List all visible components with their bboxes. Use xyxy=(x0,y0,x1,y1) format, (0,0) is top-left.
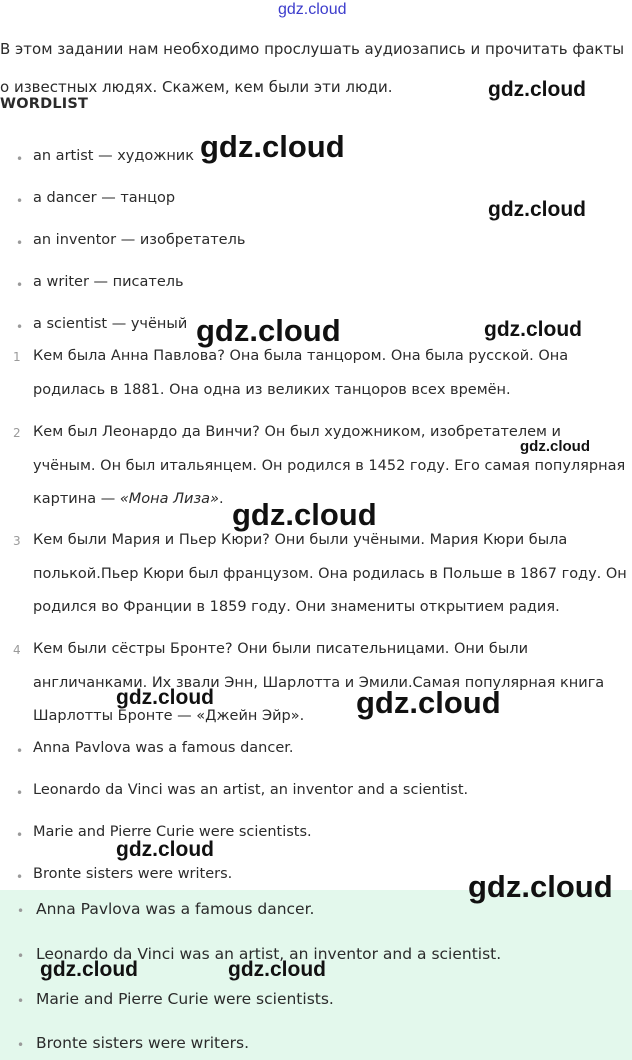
watermark: gdz.cloud xyxy=(40,958,138,981)
painting-title: «Мона Лиза» xyxy=(119,491,219,507)
item-number: 1 xyxy=(13,350,21,364)
wordlist-item: an inventor — изобретатель xyxy=(33,232,246,248)
watermark: gdz.cloud xyxy=(228,958,326,981)
bullet-icon: • xyxy=(16,320,24,334)
bullet-icon: • xyxy=(17,994,25,1008)
bullet-icon: • xyxy=(17,904,25,918)
answer-item: Anna Pavlova was a famous dancer. xyxy=(36,900,315,918)
watermark: gdz.cloud xyxy=(488,78,586,101)
watermark: gdz.cloud xyxy=(196,313,341,348)
paragraph-tail: . xyxy=(219,491,224,507)
watermark: gdz.cloud xyxy=(356,685,501,720)
watermark: gdz.cloud xyxy=(520,438,590,455)
watermark: gdz.cloud xyxy=(200,129,345,164)
bullet-icon: • xyxy=(17,1038,25,1052)
bullet-icon: • xyxy=(16,828,24,842)
watermark: gdz.cloud xyxy=(116,686,214,709)
watermark: gdz.cloud xyxy=(484,318,582,341)
sentence-item: Anna Pavlova was a famous dancer. xyxy=(33,740,294,756)
bullet-icon: • xyxy=(16,278,24,292)
item-number: 2 xyxy=(13,426,21,440)
bullet-icon: • xyxy=(16,744,24,758)
bullet-icon: • xyxy=(16,194,24,208)
wordlist-heading: WORDLIST xyxy=(0,96,89,112)
bullet-icon: • xyxy=(17,949,25,963)
sentence-item: Leonardo da Vinci was an artist, an inventor and a scientist. xyxy=(33,782,469,798)
bullet-icon: • xyxy=(16,870,24,884)
sentence-item: Bronte sisters were writers. xyxy=(33,866,233,882)
watermark: gdz.cloud xyxy=(468,869,613,904)
answer-item: Marie and Pierre Curie were scientists. xyxy=(36,990,334,1008)
bullet-icon: • xyxy=(16,786,24,800)
answer-item: Leonardo da Vinci was an artist, an inventor and a scientist. xyxy=(36,945,502,963)
watermark: gdz.cloud xyxy=(116,838,214,861)
intro-text: В этом задании нам необходимо прослушать аудиозапись и прочитать факты о известных людях. Скажем, кем были эти люди. xyxy=(0,40,625,96)
watermark-top: gdz.cloud xyxy=(278,1,347,18)
numbered-paragraph: Кем были сёстры Бронте? Они были писательницами. Они были англичанками. Их звали Энн, Шарлотта и Эмили.Самая популярная книга Шарлотты Бронте — «Джейн Эйр». xyxy=(33,641,605,724)
answer-item: Bronte sisters were writers. xyxy=(36,1034,250,1052)
numbered-paragraph: Кем были Мария и Пьер Кюри? Они были учёными. Мария Кюри была полькой.Пьер Кюри был французом. Она родилась в Польше в 1867 году. Он родился во Франции в 1859 году. Они знамениты открытием радия. xyxy=(33,532,627,615)
paragraph-text: Кем был Леонардо да Винчи? Он был художником, изобретателем и учёным. Он был итальянцем. Он родился в 1452 году. Его самая популярная картина — xyxy=(33,424,626,507)
wordlist-item: a dancer — танцор xyxy=(33,190,176,206)
item-number: 4 xyxy=(13,643,21,657)
numbered-paragraph: Кем была Анна Павлова? Она была танцором. Она была русской. Она родилась в 1881. Она одна из великих танцоров всех времён. xyxy=(33,348,569,398)
sentence-item: Marie and Pierre Curie were scientists. xyxy=(33,824,312,840)
watermark: gdz.cloud xyxy=(232,497,377,532)
wordlist-item: an artist — художник xyxy=(33,148,194,164)
watermark: gdz.cloud xyxy=(488,198,586,221)
bullet-icon: • xyxy=(16,152,24,166)
wordlist-item: a writer — писатель xyxy=(33,274,184,290)
wordlist-item: a scientist — учёный xyxy=(33,316,188,332)
bullet-icon: • xyxy=(16,236,24,250)
item-number: 3 xyxy=(13,534,21,548)
